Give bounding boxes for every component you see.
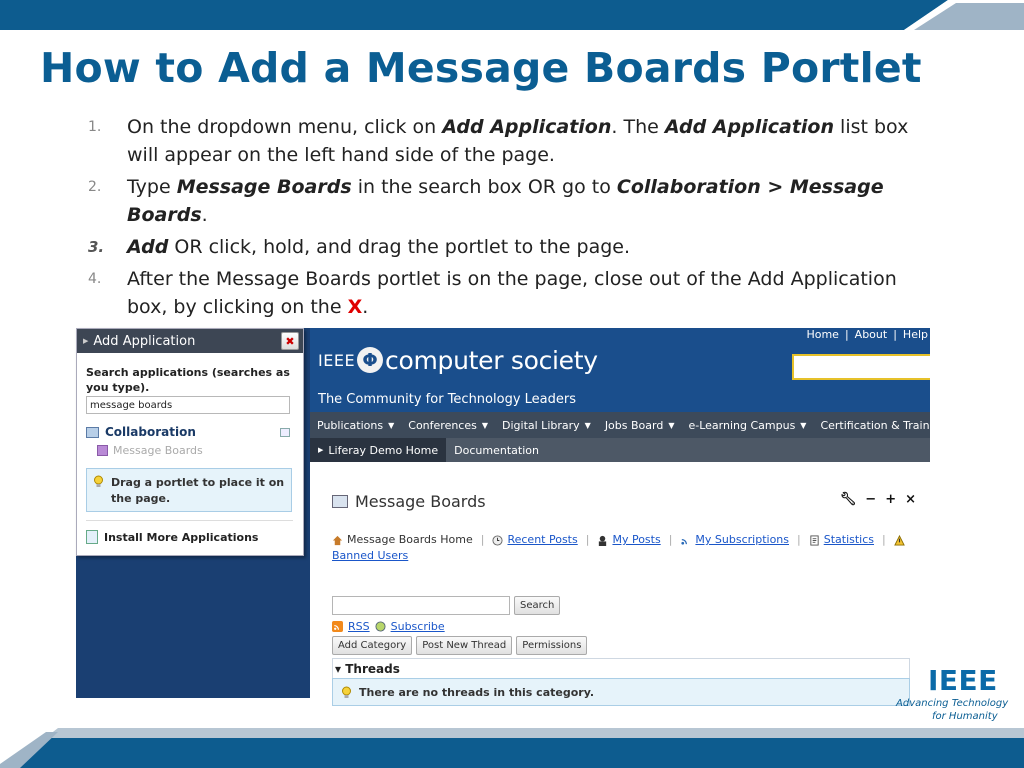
permissions-button[interactable]: Permissions — [516, 636, 587, 655]
my-posts-link[interactable]: My Posts — [612, 533, 661, 546]
nav-label: Certification & Training — [820, 418, 947, 432]
lightbulb-icon — [93, 475, 104, 488]
nav-label: e-Learning Campus — [688, 418, 796, 432]
separator: | — [585, 533, 590, 546]
portlet-actions — [332, 636, 587, 655]
ieee-wordmark: IEEE — [928, 664, 998, 697]
drag-hint — [86, 468, 292, 512]
top-links — [806, 328, 930, 346]
step-text: Type — [127, 176, 177, 198]
nav-publications[interactable] — [310, 419, 401, 432]
caret-down-icon: ▼ — [388, 420, 395, 430]
step-1 — [88, 113, 938, 169]
step-3 — [88, 233, 938, 261]
feed-links — [332, 620, 445, 633]
help-link[interactable]: Help — [902, 328, 928, 341]
add-application-title: Add Application — [93, 333, 196, 349]
nav-certification[interactable] — [813, 419, 953, 432]
category-collaboration[interactable] — [86, 425, 296, 439]
link-separator: | — [844, 328, 849, 341]
computer-society-logo[interactable] — [318, 342, 598, 378]
threads-label: Threads — [345, 662, 400, 676]
separator: | — [480, 533, 485, 546]
nav-jobs-board[interactable] — [598, 419, 682, 432]
category-label: Collaboration — [105, 425, 196, 439]
main-nav — [310, 412, 947, 438]
install-more-applications[interactable] — [86, 530, 258, 544]
portlet-header — [332, 490, 924, 520]
step-emphasis: Add — [127, 236, 169, 258]
caret-down-icon: ▼ — [668, 420, 675, 430]
close-icon[interactable]: × — [905, 492, 916, 507]
page-content — [310, 462, 930, 698]
install-label: Install More Applications — [104, 530, 259, 544]
collapse-icon[interactable] — [280, 428, 290, 437]
phi-icon: Φ — [357, 347, 383, 373]
step-text: After the Message Boards portlet is on the page, close out of the Add Application box, by clicking on the — [127, 268, 897, 318]
application-item-message-boards[interactable] — [97, 444, 203, 457]
step-number: 1. — [88, 119, 102, 135]
banned-users-link[interactable]: Banned Users — [332, 549, 409, 562]
triangle-right-icon: ▶ — [83, 337, 89, 345]
clock-icon — [492, 535, 503, 546]
add-application-panel — [76, 328, 304, 556]
tab-label: Liferay Demo Home — [328, 443, 439, 457]
step-text: On the dropdown menu, click on — [127, 116, 443, 138]
home-icon — [332, 535, 343, 546]
top-decorative-band — [0, 0, 1024, 30]
ieee-tagline-2: for Humanity — [932, 711, 998, 722]
recent-posts-link[interactable]: Recent Posts — [507, 533, 578, 546]
clipboard-icon — [809, 535, 820, 546]
triangle-right-icon: ▶ — [318, 446, 324, 454]
nav-conferences[interactable] — [401, 419, 495, 432]
install-icon — [86, 530, 98, 544]
divider — [86, 520, 293, 521]
portlet-controls — [840, 492, 916, 507]
site-tagline: The Community for Technology Leaders — [318, 392, 576, 407]
separator: | — [668, 533, 673, 546]
portlet-icon — [332, 495, 348, 508]
add-application-header[interactable] — [77, 329, 303, 353]
link-separator: | — [893, 328, 897, 341]
nav-elearning[interactable] — [681, 419, 813, 432]
rss-small-icon — [680, 535, 691, 546]
step-text: list box will appear on the left hand side of the page. — [127, 116, 909, 166]
collapse-triangle-icon: ▾ — [335, 662, 342, 676]
portlet-title-text: Message Boards — [355, 492, 486, 511]
logo-text: computer society — [385, 345, 598, 375]
warning-icon[interactable] — [894, 535, 905, 546]
liferay-screenshot — [76, 328, 947, 699]
ieee-logo — [894, 664, 1009, 724]
step-text: OR click, hold, and drag the portlet to the page. — [168, 236, 631, 258]
separator: | — [797, 533, 801, 546]
step-text: . The — [611, 116, 665, 138]
subscribe-link[interactable]: Subscribe — [390, 620, 445, 633]
logo-prefix: IEEE — [318, 350, 356, 370]
tab-liferay-demo-home[interactable] — [310, 438, 446, 462]
step-number: 2. — [88, 179, 102, 195]
bottom-decorative-band — [0, 728, 1024, 768]
search-applications-label: Search applications (searches as you type). — [86, 366, 290, 394]
step-number: 4. — [88, 271, 102, 287]
lightbulb-icon — [341, 686, 352, 699]
no-threads-message — [332, 678, 910, 706]
rss-link[interactable]: RSS — [348, 620, 370, 633]
step-2 — [88, 173, 938, 229]
separator: | — [882, 533, 886, 546]
caret-down-icon: ▼ — [481, 420, 489, 430]
search-applications-input[interactable]: message boards — [86, 396, 290, 414]
no-threads-text: There are no threads in this category. — [359, 685, 595, 699]
step-emphasis: Collaboration > Message Boards — [127, 176, 884, 226]
step-text: . — [362, 296, 369, 318]
portlet-link-bar — [332, 532, 924, 564]
ieee-tagline-1: Advancing Technology — [896, 698, 1009, 709]
caret-down-icon: ▼ — [584, 420, 591, 430]
add-category-button[interactable]: Add Category — [332, 636, 412, 655]
my-subscriptions-link[interactable]: My Subscriptions — [695, 533, 789, 546]
slide-title: How to Add a Message Boards Portlet — [40, 44, 922, 92]
tab-documentation[interactable] — [446, 438, 547, 462]
minimize-icon[interactable]: − — [865, 492, 877, 507]
nav-label: Digital Library — [502, 418, 580, 432]
about-link[interactable]: About — [854, 328, 888, 341]
message-boards-portlet — [332, 490, 924, 699]
computer-society-site — [310, 328, 947, 699]
step-text: . — [201, 204, 208, 226]
step-emphasis: Add Application — [664, 116, 835, 138]
instruction-list — [88, 113, 938, 325]
maximize-icon[interactable]: + — [885, 492, 897, 507]
caret-down-icon: ▼ — [800, 420, 807, 430]
message-boards-home[interactable]: Message Boards Home — [347, 533, 473, 546]
portlet-item-icon — [97, 445, 108, 456]
home-link[interactable]: Home — [806, 328, 839, 341]
portlet-search — [332, 596, 560, 615]
rss-icon — [332, 621, 343, 632]
close-icon[interactable]: ✖ — [281, 332, 299, 350]
post-new-thread-button[interactable]: Post New Thread — [416, 636, 512, 655]
nav-label: Publications — [317, 418, 384, 432]
step-emphasis: Message Boards — [176, 176, 352, 198]
portlet-search-button[interactable]: Search — [514, 596, 560, 615]
nav-digital-library[interactable] — [495, 419, 598, 432]
portlet-search-input[interactable] — [332, 596, 510, 615]
sub-nav — [310, 438, 930, 462]
portlet-title — [332, 492, 486, 511]
nav-label: Jobs Board — [604, 418, 664, 432]
step-number: 3. — [88, 238, 105, 256]
step-emphasis: Add Application — [442, 116, 612, 138]
folder-icon — [86, 427, 99, 438]
threads-section-header[interactable] — [332, 658, 910, 678]
drag-hint-text: Drag a portlet to place it on the page. — [111, 476, 285, 505]
step-4 — [88, 265, 938, 321]
nav-label: Conferences — [408, 418, 477, 432]
tab-label: Documentation — [454, 443, 539, 457]
step-text: in the search box OR go to — [351, 176, 617, 198]
close-x-mark: X — [347, 296, 363, 318]
subscribe-icon — [375, 621, 386, 632]
user-icon — [597, 535, 608, 546]
wrench-icon[interactable]: 🔧︎ — [839, 492, 857, 507]
application-item-label: Message Boards — [113, 444, 203, 457]
statistics-link[interactable]: Statistics — [823, 533, 875, 546]
site-search-input[interactable] — [792, 354, 930, 380]
